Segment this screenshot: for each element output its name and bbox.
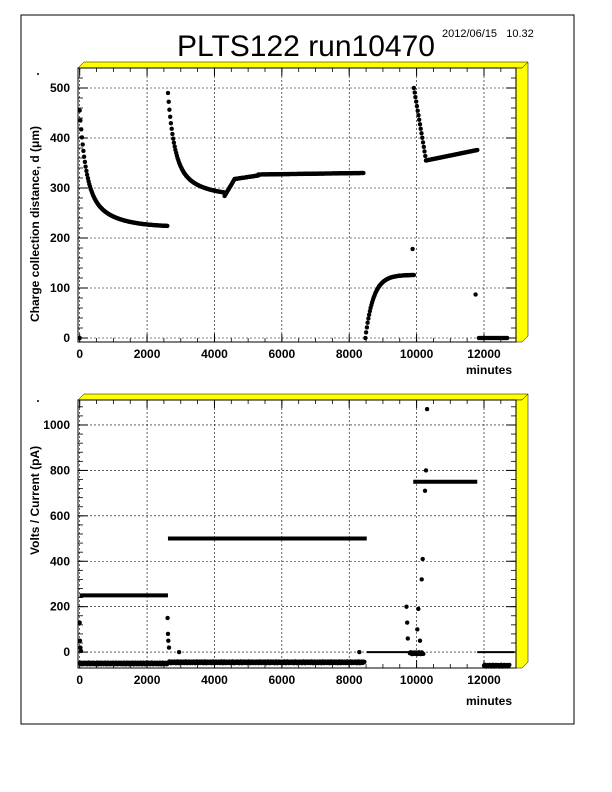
top-xlabel: minutes (466, 363, 513, 377)
bottom-xtick-label: 0 (76, 673, 84, 687)
top-data-point (421, 140, 425, 144)
top-data-point (420, 136, 424, 140)
top-plot-area (78, 68, 516, 342)
top-data-point (414, 100, 418, 104)
top-ytick-label: 0 (63, 331, 70, 345)
chart-title: PLTS122 run10470 (177, 30, 435, 63)
top-data-point (84, 169, 88, 173)
top-data-point (420, 131, 424, 135)
top-data-point (475, 148, 479, 152)
current-point (177, 650, 181, 654)
top-data-point (365, 325, 369, 329)
current-point (78, 639, 82, 643)
bottom-panel-bevel-right (516, 394, 528, 668)
top-data-point (78, 119, 82, 123)
current-point (425, 407, 429, 411)
top-corner-dot (37, 73, 39, 75)
bottom-panel (43, 394, 528, 687)
current-point (166, 616, 170, 620)
top-xtick-label: 4000 (201, 347, 228, 361)
top-xtick-label: 0 (76, 347, 84, 361)
top-data-point (412, 86, 416, 90)
top-data-point (82, 155, 86, 159)
top-data-point (413, 91, 417, 95)
current-point (421, 557, 425, 561)
top-data-point (423, 149, 427, 153)
current-point (405, 621, 409, 625)
bottom-panel-bevel-top (78, 394, 528, 400)
bottom-ytick-label: 800 (49, 463, 70, 478)
top-xtick-label: 12000 (467, 347, 501, 361)
top-data-point (417, 113, 421, 117)
bottom-ytick-label: 400 (49, 554, 70, 569)
bottom-xlabel: minutes (466, 694, 513, 708)
top-ytick-label: 200 (49, 231, 70, 245)
top-data-point (419, 127, 423, 131)
current-point (78, 621, 82, 625)
top-data-point (413, 95, 417, 99)
bottom-xtick-label: 2000 (133, 673, 161, 687)
top-data-point (78, 336, 82, 340)
top-data-point (367, 313, 371, 317)
top-data-point (81, 149, 85, 153)
top-data-point (361, 171, 365, 175)
bottom-ytick-label: 600 (49, 508, 70, 523)
top-data-point (169, 121, 173, 125)
current-point (423, 489, 427, 493)
top-data-point (423, 154, 427, 158)
top-data-point (84, 165, 88, 169)
bottom-corner-dot (37, 400, 39, 402)
current-point (167, 646, 171, 650)
top-data-point (505, 336, 509, 340)
top-xtick-label: 6000 (268, 347, 296, 361)
top-data-point (167, 108, 171, 112)
current-point (418, 639, 422, 643)
top-data-point (417, 118, 421, 122)
top-xtick-label: 8000 (335, 347, 363, 361)
bottom-xtick-label: 8000 (335, 673, 363, 687)
top-data-point (81, 143, 85, 147)
current-point (405, 605, 409, 609)
current-point (420, 577, 424, 581)
bottom-xtick-label: 10000 (399, 673, 434, 687)
bottom-ylabel: Volts / Current (pA) (28, 445, 42, 555)
top-data-point (366, 321, 370, 325)
bottom-ytick-label: 0 (63, 645, 70, 660)
current-point (362, 660, 366, 664)
top-data-point (167, 100, 171, 104)
top-ytick-label: 400 (49, 131, 70, 145)
top-data-point (80, 135, 84, 139)
top-data-point (474, 293, 478, 297)
top-data-point (366, 317, 370, 321)
top-panel (50, 62, 528, 361)
top-data-point (172, 141, 176, 145)
top-xtick-label: 2000 (133, 347, 161, 361)
top-data-point (422, 145, 426, 149)
top-data-point (363, 336, 367, 340)
top-data-point (79, 127, 83, 131)
top-xtick-label: 10000 (399, 347, 434, 361)
current-point (424, 468, 428, 472)
current-point (166, 639, 170, 643)
current-point (357, 650, 361, 654)
top-data-point (168, 115, 172, 119)
top-data-point (170, 127, 174, 131)
top-ytick-label: 100 (49, 281, 70, 295)
top-data-point (364, 330, 368, 334)
bottom-xtick-label: 12000 (467, 673, 501, 687)
top-data-point (412, 273, 416, 277)
timestamp: 2012/06/15 10.32 (442, 28, 534, 40)
top-data-point (418, 122, 422, 126)
current-point (166, 632, 170, 636)
top-data-point (83, 160, 87, 164)
top-data-point (171, 137, 175, 141)
current-point (421, 652, 425, 656)
top-data-point (416, 109, 420, 113)
current-point (416, 607, 420, 611)
top-ytick-label: 300 (49, 181, 70, 195)
top-data-point (170, 132, 174, 136)
bottom-ytick-label: 200 (49, 599, 70, 614)
current-point (79, 649, 83, 653)
top-data-point (166, 91, 170, 95)
current-point (406, 637, 410, 641)
top-ytick-label: 500 (49, 81, 70, 95)
current-point (507, 663, 511, 667)
top-ylabel: Charge collection distance, d (μm) (28, 125, 42, 322)
bottom-plot-area (78, 400, 516, 668)
top-data-point (165, 224, 169, 228)
top-data-point (78, 109, 82, 113)
top-data-point (415, 104, 419, 108)
current-point (415, 627, 419, 631)
top-data-point (411, 247, 415, 251)
top-panel-bevel-right (516, 62, 528, 342)
bottom-xtick-label: 6000 (268, 673, 296, 687)
bottom-xtick-label: 4000 (201, 673, 228, 687)
bottom-ytick-label: 1000 (43, 417, 70, 432)
